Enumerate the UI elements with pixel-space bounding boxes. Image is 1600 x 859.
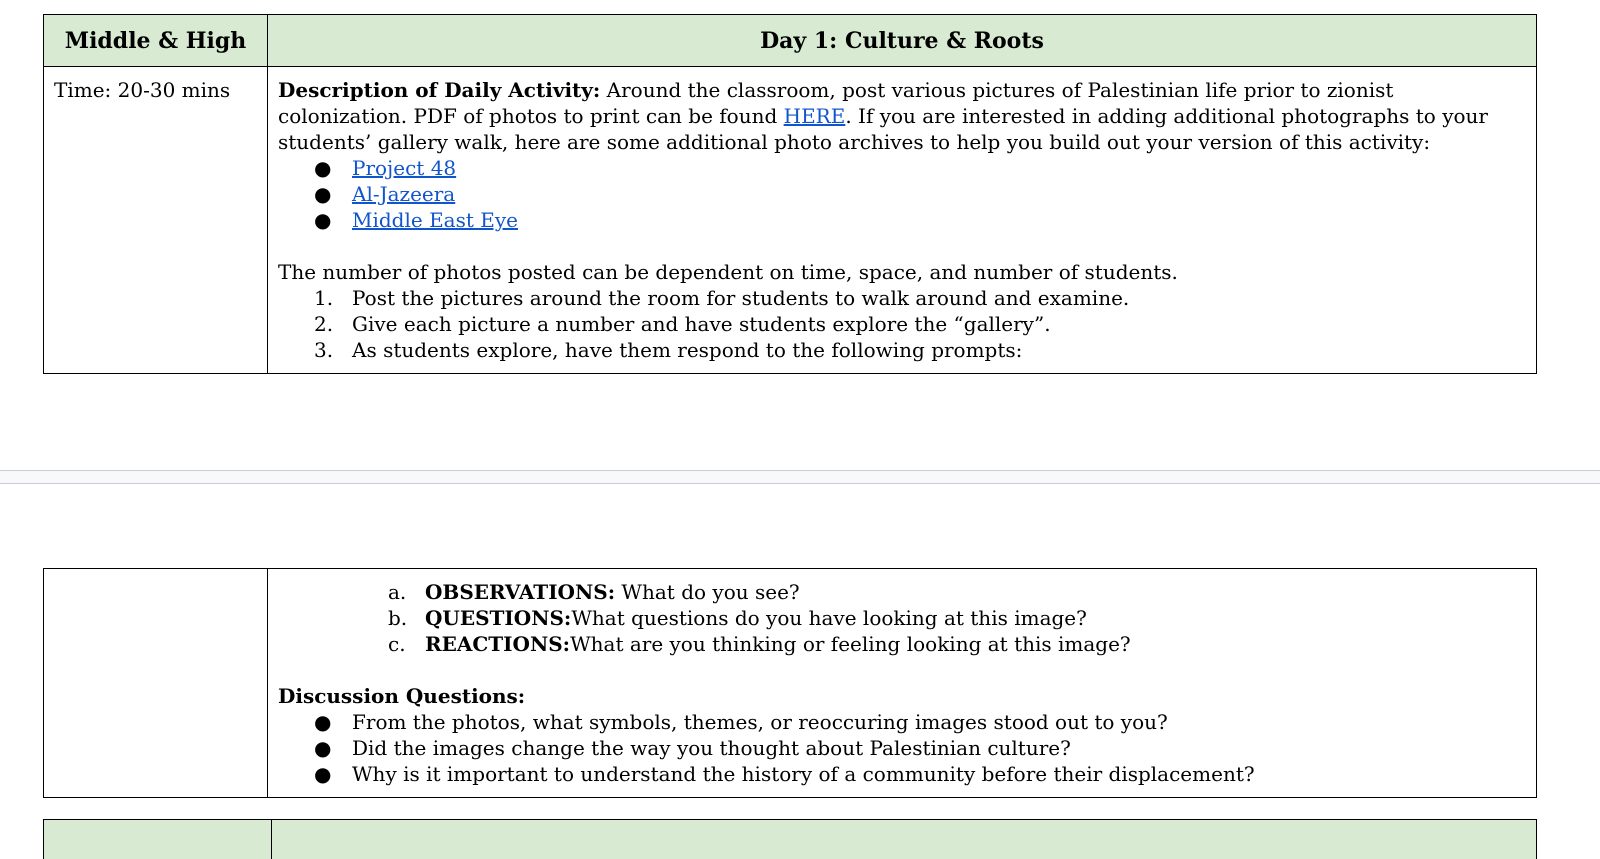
description-label: Description of Daily Activity:: [278, 78, 601, 102]
description-text-1: Around the classroom, post various pictures of Palestinian life prior to zionist colonization. PDF of photos to print can be found: [278, 78, 1394, 128]
prompt-text: What are you thinking or feeling looking at this image?: [570, 632, 1131, 656]
prompt-label: REACTIONS:: [425, 632, 571, 656]
prompt-label: QUESTIONS:: [425, 606, 572, 630]
bullet-marker: ●: [314, 156, 332, 180]
continued-row: [44, 569, 1536, 797]
list-item: [278, 311, 1526, 337]
project-48-link[interactable]: Project 48: [352, 156, 457, 180]
discussion-list: [278, 709, 1526, 787]
list-item: [278, 761, 1526, 787]
list-item: [278, 579, 1526, 605]
prompt-text: What do you see?: [615, 580, 800, 604]
table-header-row: [44, 15, 1536, 67]
spacer: [278, 233, 1526, 259]
middle-east-eye-link[interactable]: Middle East Eye: [352, 208, 518, 232]
step-text: As students explore, have them respond to the following prompts:: [352, 338, 1023, 362]
prompt-text: What questions do you have looking at this image?: [571, 606, 1087, 630]
step-number: 1.: [314, 286, 334, 310]
discussion-question: From the photos, what symbols, themes, or reoccuring images stood out to you?: [352, 710, 1168, 734]
activity-row: [44, 67, 1536, 373]
description-text-2: . If you are interested in adding additional photographs to your students’ gallery walk, here are some additional photo archives to help you build out your version of this activity:: [278, 104, 1488, 154]
photos-note: The number of photos posted can be dependent on time, space, and number of students.: [278, 260, 1178, 284]
list-item: [278, 337, 1526, 363]
bullet-marker: ●: [314, 736, 332, 760]
bullet-marker: ●: [314, 762, 332, 786]
next-header-left-cell: [44, 820, 272, 859]
bullet-marker: ●: [314, 710, 332, 734]
prompts-cell: [268, 569, 1536, 797]
spacer: [278, 657, 1526, 683]
discussion-title: Discussion Questions:: [278, 684, 526, 708]
prompt-marker: c.: [388, 632, 406, 656]
time-cell: Time: 20-30 mins: [44, 67, 268, 373]
bullet-marker: ●: [314, 208, 332, 232]
list-item: [278, 181, 1526, 207]
page-break: [0, 470, 1600, 484]
prompt-marker: b.: [388, 606, 408, 630]
here-link[interactable]: HERE: [783, 104, 846, 128]
description-paragraph: [278, 77, 1526, 155]
empty-time-cell: [44, 569, 268, 797]
list-item: [278, 709, 1526, 735]
al-jazeera-link[interactable]: Al-Jazeera: [352, 182, 456, 206]
discussion-question: Did the images change the way you thought about Palestinian culture?: [352, 736, 1071, 760]
step-number: 2.: [314, 312, 334, 336]
step-number: 3.: [314, 338, 334, 362]
header-day-title: Day 1: Culture & Roots: [760, 27, 1044, 54]
prompt-label: OBSERVATIONS:: [425, 580, 616, 604]
list-item: [278, 155, 1526, 181]
list-item: [278, 285, 1526, 311]
steps-list: [278, 285, 1526, 363]
step-text: Post the pictures around the room for students to walk around and examine.: [352, 286, 1130, 310]
list-item: [278, 605, 1526, 631]
lesson-table-continued: [43, 568, 1537, 798]
next-table-header: [43, 819, 1537, 859]
bullet-marker: ●: [314, 182, 332, 206]
prompts-list: [278, 579, 1526, 657]
step-text: Give each picture a number and have students explore the “gallery”.: [352, 312, 1051, 336]
archive-link-list: [278, 155, 1526, 233]
discussion-question: Why is it important to understand the history of a community before their displacement?: [352, 762, 1255, 786]
list-item: [278, 735, 1526, 761]
activity-description-cell: [268, 67, 1536, 373]
list-item: [278, 631, 1526, 657]
lesson-table-day1: [43, 14, 1537, 374]
header-grade-level: Middle & High: [44, 15, 268, 66]
list-item: [278, 207, 1526, 233]
prompt-marker: a.: [388, 580, 407, 604]
